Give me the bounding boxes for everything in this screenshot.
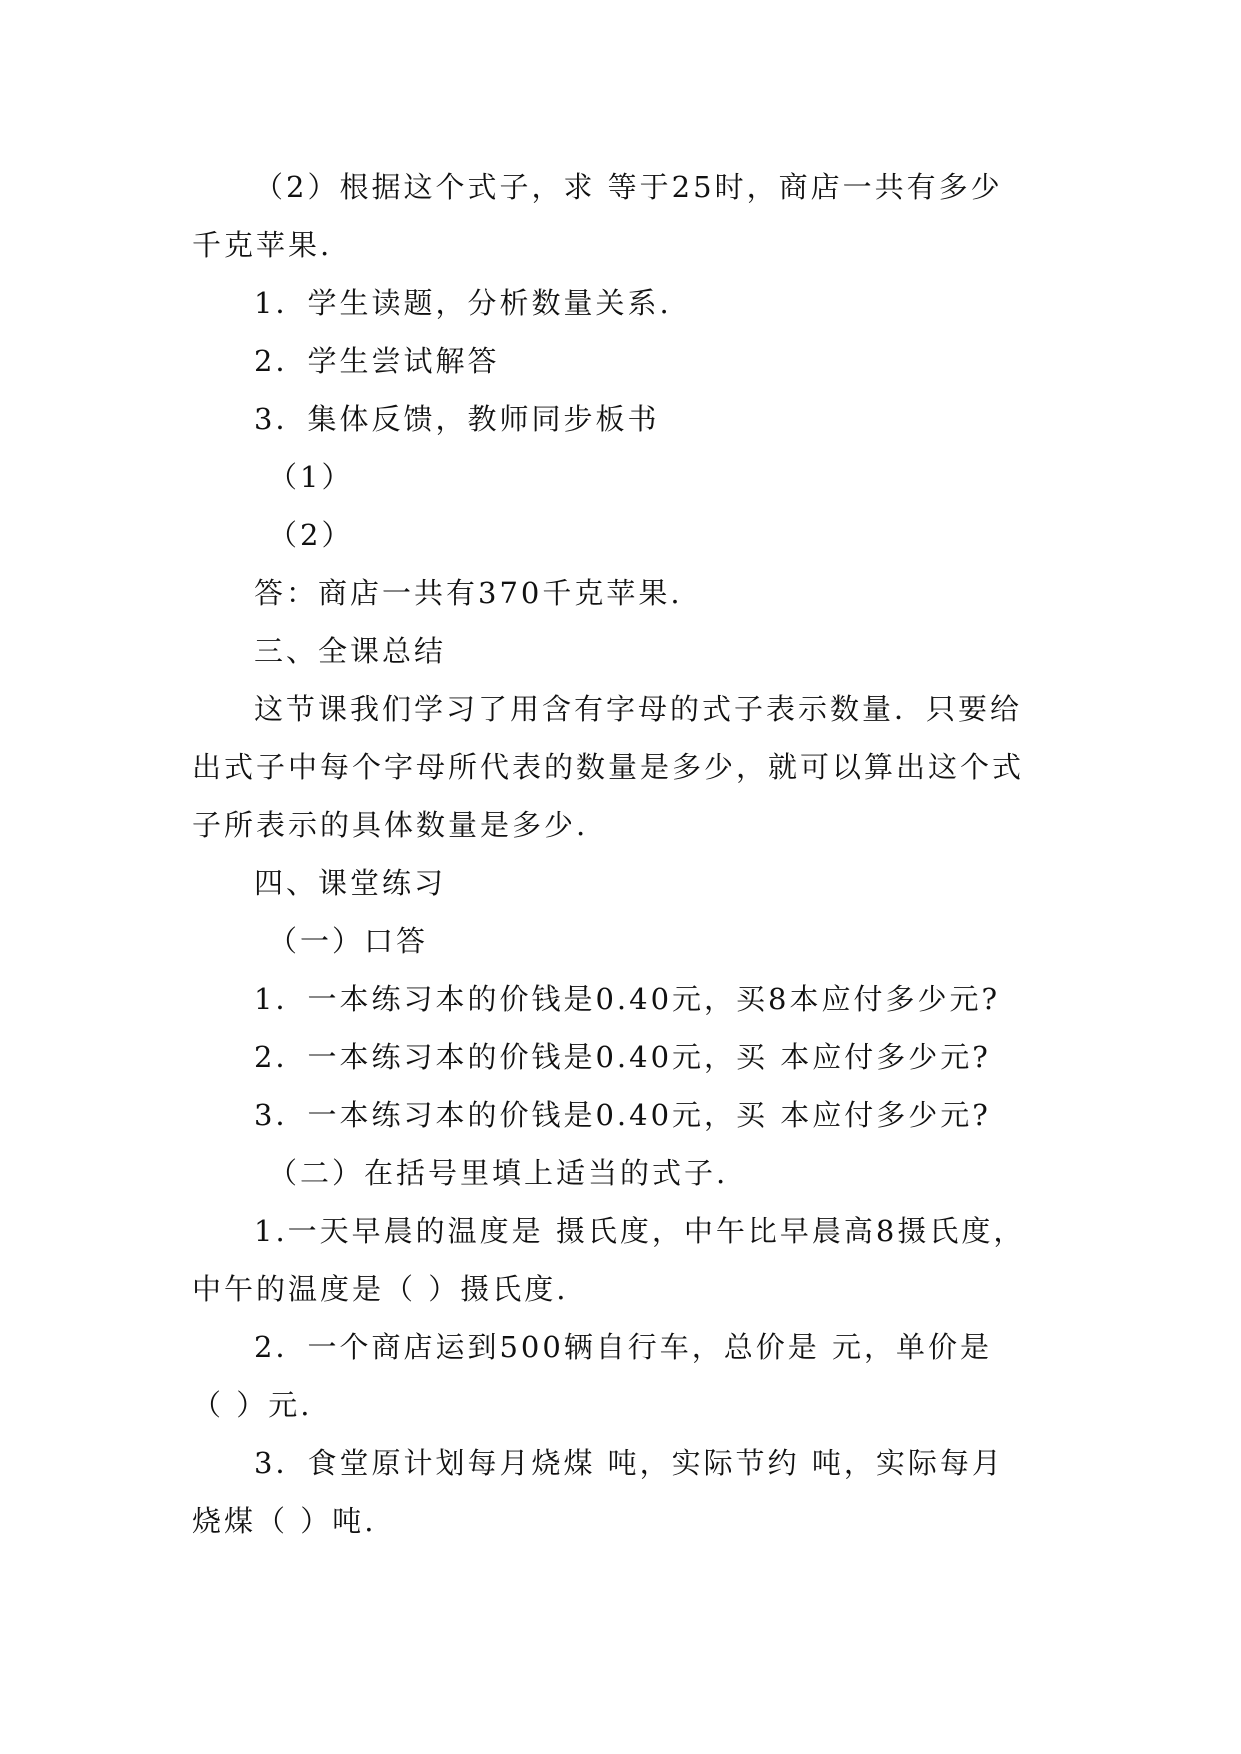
subsection-oral: （一）口答: [268, 924, 429, 958]
oral-question-2: 2．一本练习本的价钱是0.40元，买 本应付多少元?: [254, 1040, 991, 1074]
question-2-line-2: 千克苹果.: [192, 228, 333, 262]
summary-line-3: 子所表示的具体数量是多少.: [192, 808, 589, 842]
document-page: [192, 158, 1052, 1550]
answer-line: 答：商店一共有370千克苹果.: [254, 576, 683, 610]
oral-question-1: 1．一本练习本的价钱是0.40元，买8本应付多少元?: [254, 982, 1001, 1016]
fill-question-3-line-2: 烧煤（ ）吨.: [192, 1504, 377, 1538]
step-2: 2．学生尝试解答: [254, 344, 500, 378]
fill-question-3-line-1: 3．食堂原计划每月烧煤 吨，实际节约 吨，实际每月: [254, 1446, 1004, 1480]
summary-line-2: 出式子中每个字母所代表的数量是多少，就可以算出这个式: [192, 750, 1025, 784]
fill-question-1-line-2: 中午的温度是（ ）摄氏度.: [192, 1272, 569, 1306]
step-3: 3．集体反馈，教师同步板书: [254, 402, 660, 436]
fill-question-1-line-1: 1.一天早晨的温度是 摄氏度，中午比早晨高8摄氏度，: [254, 1214, 1026, 1248]
step-1: 1．学生读题，分析数量关系.: [254, 286, 672, 320]
subsection-fill-in: （二）在括号里填上适当的式子.: [268, 1156, 729, 1190]
oral-question-3: 3．一本练习本的价钱是0.40元，买 本应付多少元?: [254, 1098, 991, 1132]
board-item-2: （2）: [268, 518, 354, 552]
section-heading-practice: 四、课堂练习: [254, 866, 447, 900]
fill-question-2-line-2: （ ）元.: [192, 1388, 313, 1422]
question-2-line-1: （2）根据这个式子，求 等于25时，商店一共有多少: [254, 170, 1003, 204]
fill-question-2-line-1: 2．一个商店运到500辆自行车，总价是 元，单价是: [254, 1330, 993, 1364]
summary-line-1: 这节课我们学习了用含有字母的式子表示数量．只要给: [254, 692, 1023, 726]
section-heading-summary: 三、全课总结: [254, 634, 447, 668]
board-item-1: （1）: [268, 460, 354, 494]
